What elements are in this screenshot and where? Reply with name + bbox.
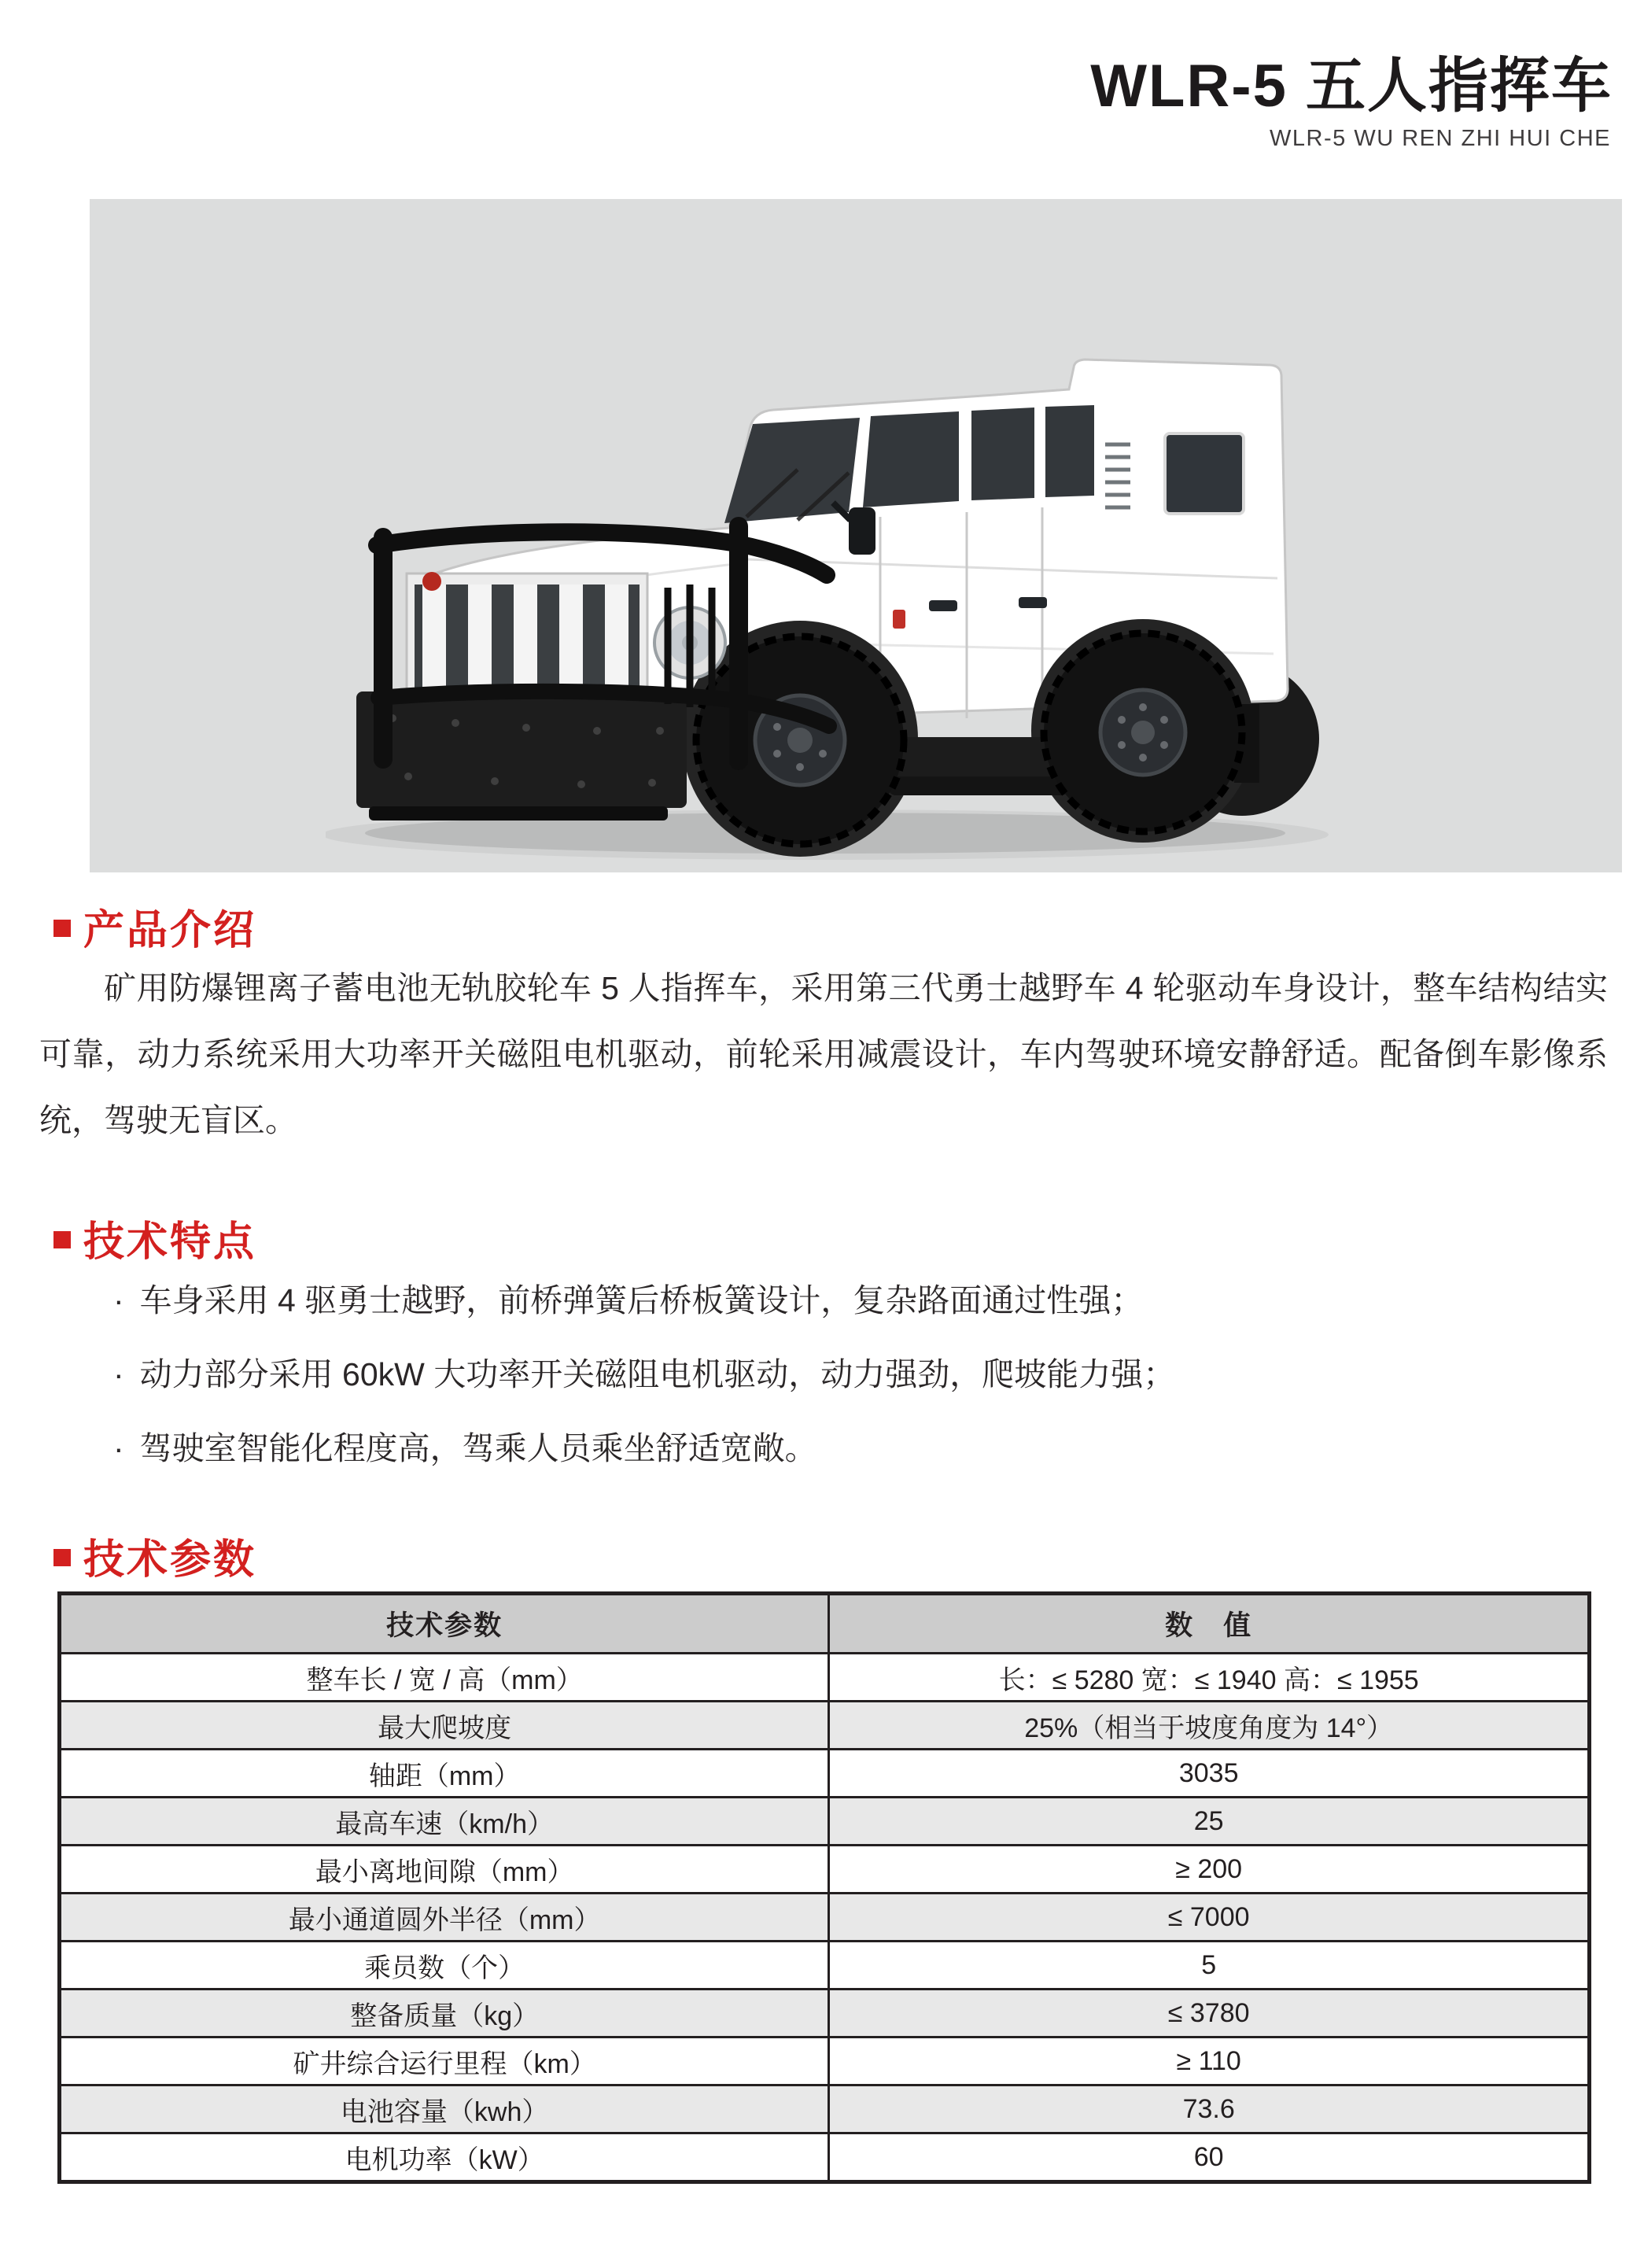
param-name-cell: 整备质量（kg） bbox=[60, 1990, 829, 2038]
param-name-cell: 最小通道圆外半径（mm） bbox=[60, 1894, 829, 1942]
feature-text: 驾驶室智能化程度高，驾乘人员乘坐舒适宽敞。 bbox=[139, 1430, 817, 1466]
param-value-cell: 3035 bbox=[829, 1750, 1590, 1798]
bullet-dot-icon: · bbox=[113, 1356, 124, 1392]
section-heading-intro bbox=[53, 897, 256, 956]
param-value-cell: 73.6 bbox=[829, 2085, 1590, 2133]
vehicle-illustration bbox=[326, 267, 1333, 865]
table-row bbox=[60, 1702, 1590, 1750]
table-row bbox=[60, 2133, 1590, 2182]
intro-section-title: 产品介绍 bbox=[83, 908, 257, 953]
table-row bbox=[60, 2085, 1590, 2133]
param-value-cell: 60 bbox=[829, 2133, 1590, 2182]
feature-item bbox=[113, 1337, 1175, 1411]
param-value-cell: ≥ 200 bbox=[829, 1846, 1590, 1894]
param-name-cell: 最小离地间隙（mm） bbox=[60, 1846, 829, 1894]
param-value-cell: ≥ 110 bbox=[829, 2038, 1590, 2085]
features-list bbox=[113, 1263, 1175, 1485]
table-row bbox=[60, 1894, 1590, 1942]
param-name-header: 技术参数 bbox=[60, 1594, 829, 1654]
feature-item bbox=[113, 1411, 1175, 1485]
section-heading-features bbox=[53, 1208, 256, 1267]
param-name-cell: 电机功率（kW） bbox=[60, 2133, 829, 2182]
red-square-bullet-icon bbox=[53, 920, 71, 937]
param-value-cell: ≤ 7000 bbox=[829, 1894, 1590, 1942]
table-row bbox=[60, 1798, 1590, 1846]
param-value-header: 数 值 bbox=[829, 1594, 1590, 1654]
features-section-title: 技术特点 bbox=[83, 1219, 257, 1265]
intro-paragraph: 矿用防爆锂离子蓄电池无轨胶轮车 5 人指挥车，采用第三代勇士越野车 4 轮驱动车身设计，整车结构结实可靠，动力系统采用大功率开关磁阻电机驱动，前轮采用减震设计，车内驾驶环境安静舒适。配备倒车影像系统，驾驶无盲区。 bbox=[39, 970, 1608, 1138]
table-row bbox=[60, 1990, 1590, 2038]
param-name-cell: 乘员数（个） bbox=[60, 1942, 829, 1990]
section-heading-params bbox=[53, 1526, 256, 1585]
feature-text: 车身采用 4 驱勇士越野，前桥弹簧后桥板簧设计，复杂路面通过性强； bbox=[139, 1282, 1144, 1318]
specs-table bbox=[57, 1591, 1591, 2184]
table-row bbox=[60, 1750, 1590, 1798]
bullet-dot-icon: · bbox=[113, 1282, 124, 1318]
page-subtitle: WLR-5 WU REN ZHI HUI CHE bbox=[1270, 126, 1611, 151]
param-name-cell: 整车长 / 宽 / 高（mm） bbox=[60, 1654, 829, 1702]
param-name-cell: 最大爬坡度 bbox=[60, 1702, 829, 1750]
param-name-cell: 矿井综合运行里程（km） bbox=[60, 2038, 829, 2085]
params-section-title: 技术参数 bbox=[83, 1537, 257, 1583]
page-title: WLR-5 五人指挥车 bbox=[1090, 53, 1613, 120]
red-square-bullet-icon bbox=[53, 1549, 71, 1566]
red-square-bullet-icon bbox=[53, 1231, 71, 1248]
table-row bbox=[60, 1654, 1590, 1702]
param-value-cell: 25 bbox=[829, 1798, 1590, 1846]
param-value-cell: 5 bbox=[829, 1942, 1590, 1990]
param-name-cell: 轴距（mm） bbox=[60, 1750, 829, 1798]
product-photo bbox=[90, 199, 1622, 872]
feature-text: 动力部分采用 60kW 大功率开关磁阻电机驱动，动力强劲，爬坡能力强； bbox=[139, 1356, 1176, 1392]
param-value-cell: ≤ 3780 bbox=[829, 1990, 1590, 2038]
param-name-cell: 最高车速（km/h） bbox=[60, 1798, 829, 1846]
table-row bbox=[60, 2038, 1590, 2085]
param-name-cell: 电池容量（kwh） bbox=[60, 2085, 829, 2133]
param-value-cell: 长：≤ 5280 宽：≤ 1940 高：≤ 1955 bbox=[829, 1654, 1590, 1702]
feature-item bbox=[113, 1263, 1175, 1337]
table-row bbox=[60, 1846, 1590, 1894]
table-row bbox=[60, 1942, 1590, 1990]
table-header-row bbox=[60, 1594, 1590, 1654]
param-value-cell: 25%（相当于坡度角度为 14°） bbox=[829, 1702, 1590, 1750]
bullet-dot-icon: · bbox=[113, 1430, 124, 1466]
